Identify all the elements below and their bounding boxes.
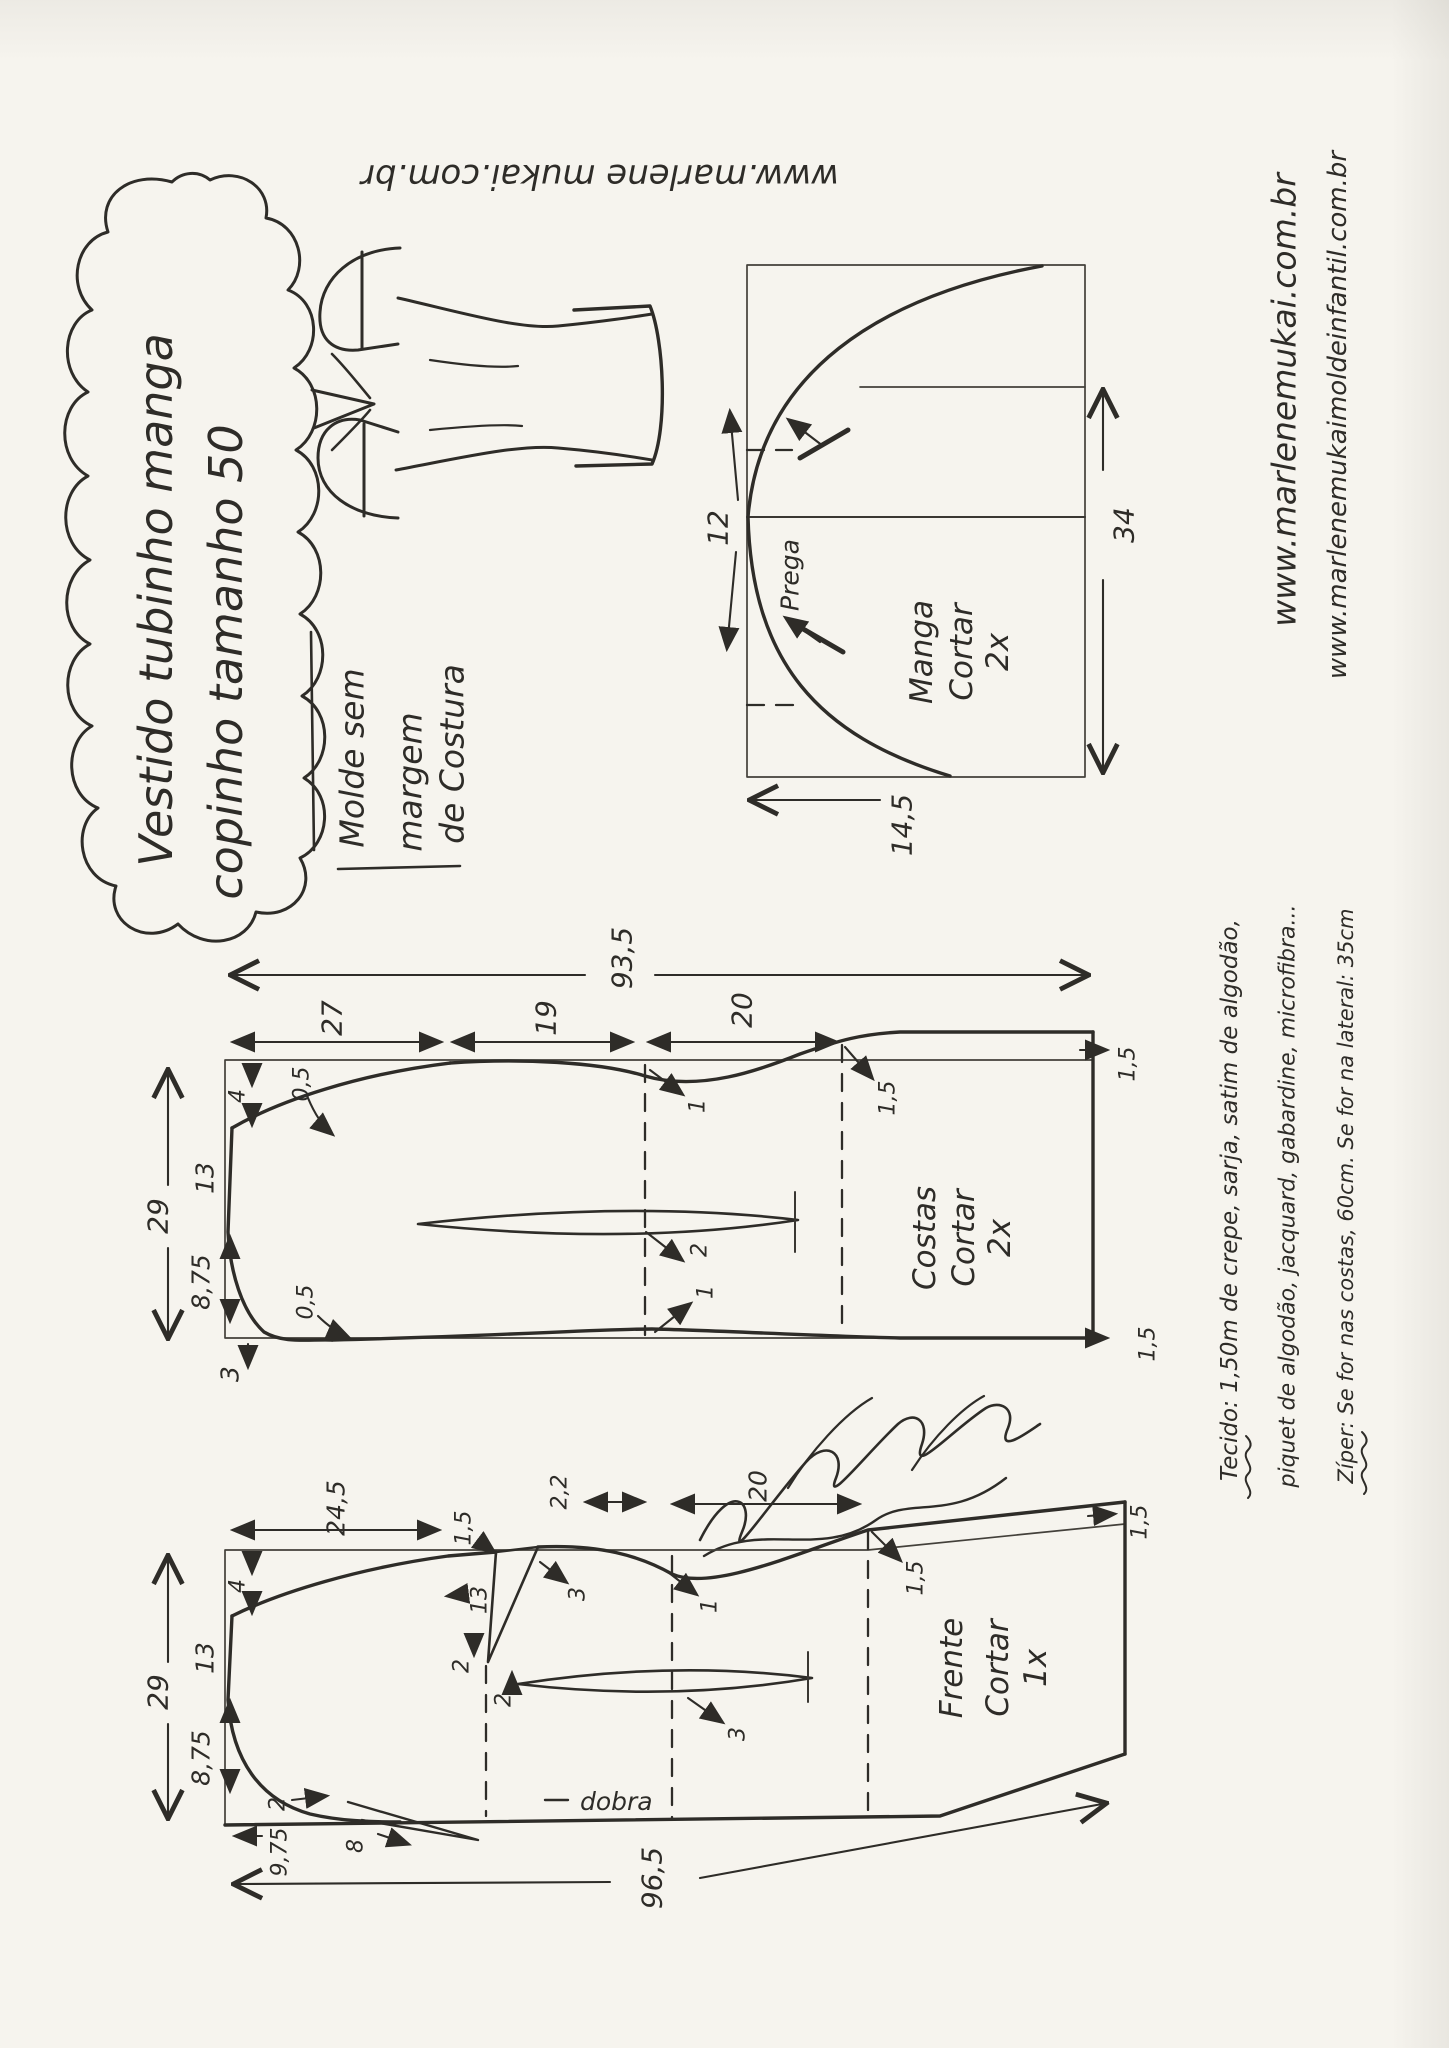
front-dim-neck-slant: 8 xyxy=(343,1839,369,1853)
sleeve-name-line3: 2x xyxy=(980,632,1016,672)
back-dim-waist-in-bottom: 1 xyxy=(693,1285,719,1299)
sleeve-dim-cap-width: 12 xyxy=(701,510,735,546)
back-dim-waist-in-top: 1 xyxy=(685,1099,711,1113)
sleeve-cap-curve xyxy=(748,266,1042,776)
front-dim-neck-edge: 13 xyxy=(190,1642,220,1674)
front-dim-hip-out: 1,5 xyxy=(903,1560,929,1596)
back-dim-dart: 2 xyxy=(687,1243,713,1257)
dress-neck-cup-top xyxy=(332,354,370,398)
front-fold-label: dobra xyxy=(580,1787,653,1816)
cloud-outline-shape xyxy=(65,173,325,941)
front-waist-dart-arrow xyxy=(688,1698,722,1722)
front-dim-height: 29 xyxy=(141,1674,175,1710)
seam-note-line3: de Costura xyxy=(432,664,472,844)
back-shoulder-cut xyxy=(232,1063,450,1128)
dress-sketch xyxy=(312,248,662,518)
back-name-line3: 2x xyxy=(982,1218,1018,1258)
back-dim-curve-top: 0,5 xyxy=(289,1066,315,1102)
back-dim-neck-drop: 4 xyxy=(225,1089,251,1103)
back-dim-neck-edge: 13 xyxy=(190,1162,220,1194)
seam-note xyxy=(311,632,472,869)
front-name-line2: Cortar xyxy=(980,1619,1016,1717)
front-bottom-fold-cut xyxy=(225,1754,1125,1825)
front-shoulder-cut xyxy=(232,1552,496,1616)
dress-waist-seam-top xyxy=(430,360,518,367)
back-dim-waist-hip: 20 xyxy=(725,992,759,1028)
front-name-line1: Frente xyxy=(934,1617,970,1719)
front-dim-sdart-a: 2 xyxy=(449,1659,475,1673)
front-dim-neck-depth: 8,75 xyxy=(186,1730,216,1786)
front-dim-neck-drop: 4 xyxy=(225,1579,251,1593)
dress-side-top xyxy=(398,298,652,327)
front-dim-shoulder-tip: 1,5 xyxy=(451,1510,477,1546)
front-name-line3: 1x xyxy=(1018,1648,1054,1688)
back-dart-arrow xyxy=(646,1232,682,1260)
back-name-line2: Cortar xyxy=(946,1189,982,1287)
sleeve-dim-hem: 14,5 xyxy=(885,793,919,857)
dress-lower-cap-sleeve xyxy=(318,419,398,518)
front-neck-cut xyxy=(228,1616,400,1822)
seam-note-rule-bottom xyxy=(338,866,460,869)
watermark-top-url: www.marlene mukai.com.br xyxy=(360,156,840,196)
sleeve-dim12-arrow-up xyxy=(730,412,738,500)
front-dim-sdart-b: 2 xyxy=(491,1693,517,1707)
front-dim-waist-in: 1 xyxy=(697,1599,723,1613)
sleeve-dim-length: 34 xyxy=(1107,507,1141,543)
front-dim-hem-corner: 1,5 xyxy=(1127,1504,1153,1540)
front-dim-waist-hip: 20 xyxy=(743,1470,773,1502)
back-dim-shoulder: 27 xyxy=(315,1000,349,1036)
dress-waist-seam-bottom xyxy=(430,425,522,430)
seam-note-line1: Molde sem xyxy=(332,668,372,848)
dress-upper-cap-sleeve xyxy=(320,248,400,350)
front-dim-dart-gap: 2,2 xyxy=(547,1474,573,1510)
front-dim-sdart-len: 13 xyxy=(467,1586,493,1614)
pattern-title-line2: copinho tamanho 50 xyxy=(199,424,253,900)
sleeve-pleat-label: Prega xyxy=(775,539,805,611)
front-side-seam-cut xyxy=(538,1502,1125,1579)
back-dim-low: 3 xyxy=(215,1366,245,1382)
back-curve05-bottom-arrow xyxy=(318,1316,348,1337)
website-column xyxy=(1265,149,1354,679)
fabric-note-line2: piquet de algodão, jacquard, gabardine, microfibra... xyxy=(1275,904,1301,1488)
fabric-notes xyxy=(1217,905,1367,1498)
fabric-note-line1: Tecido: 1,50m de crepe, sarja, satim de algodão, xyxy=(1217,919,1243,1481)
front-dim8-arrow xyxy=(378,1834,408,1844)
sleeve-pleat-mark-bottom xyxy=(798,626,843,652)
front-neck-dart-arrow xyxy=(292,1796,326,1800)
signature-stroke-3 xyxy=(788,1396,984,1488)
back-piece xyxy=(142,927,1161,1382)
back-dim-hem-top: 1,5 xyxy=(1115,1046,1141,1082)
back-dim-armhole-waist: 19 xyxy=(529,1000,563,1036)
front-dim-waist-dart: 3 xyxy=(725,1727,751,1741)
back-waist-dart xyxy=(418,1211,798,1234)
front-dim-neck-dart: 2 xyxy=(265,1797,291,1811)
sleeve-pattern xyxy=(702,265,1141,856)
back-dim-height: 29 xyxy=(141,1198,175,1234)
front-shoulder-dart xyxy=(488,1547,538,1662)
front-piece xyxy=(142,1470,1153,1909)
fabric-tecido-underline xyxy=(1246,1436,1251,1498)
front-sdart-len-arrow xyxy=(448,1594,464,1596)
title-cloud xyxy=(65,173,325,941)
fabric-ziper-underline xyxy=(1362,1432,1367,1494)
sleeve-pleat-arrow-top xyxy=(789,420,823,446)
front-dim-total-left xyxy=(238,1882,610,1884)
fabric-note-line3: Zíper: Se for nas costas, 60cm. Se for na lateral: 35cm xyxy=(1334,908,1358,1484)
website-url-2: www.marlenemukaimoldeinfantil.com.br xyxy=(1323,150,1353,680)
back-name-line1: Costas xyxy=(907,1185,943,1291)
back-dim-hip-out: 1,5 xyxy=(875,1080,901,1116)
front-dim-neck-width: 9,75 xyxy=(267,1827,293,1877)
sleeve-dim12-arrow-down xyxy=(727,552,736,648)
front-hem-corner-arrow xyxy=(1088,1514,1114,1516)
back-waist-in-bottom-arrow xyxy=(655,1304,690,1332)
dress-skirt-hem-block xyxy=(574,306,662,466)
back-hip-out-arrow xyxy=(845,1047,872,1078)
website-url-1: www.marlenemukai.com.br xyxy=(1264,173,1304,627)
seam-note-line2: margem xyxy=(390,712,430,852)
sleeve-name-line2: Cortar xyxy=(944,603,980,701)
front-dim-shoulder: 24,5 xyxy=(321,1480,351,1536)
seam-note-rule-top xyxy=(311,632,314,850)
sleeve-name-line1: Manga xyxy=(904,599,940,705)
back-curve05-top-arrow xyxy=(308,1098,332,1134)
front-hip-out-arrow xyxy=(872,1532,900,1560)
pattern-title-line1: Vestido tubinho manga xyxy=(129,333,183,867)
back-side-seam-cut xyxy=(450,1032,1093,1082)
back-dim-hem-bottom: 1,5 xyxy=(1135,1326,1161,1362)
sleeve-pleat-arrow-bottom xyxy=(786,618,820,642)
front-waist-dart xyxy=(518,1670,812,1691)
back-dim-total: 93,5 xyxy=(605,926,639,990)
front-dim-sdart-out: 3 xyxy=(565,1587,591,1601)
front-sdart-out-arrow xyxy=(540,1562,566,1582)
front-dim-total: 96,5 xyxy=(635,1846,669,1910)
back-dim-neck-depth: 8,75 xyxy=(186,1254,216,1310)
back-dim-curve-bottom: 0,5 xyxy=(293,1284,319,1320)
